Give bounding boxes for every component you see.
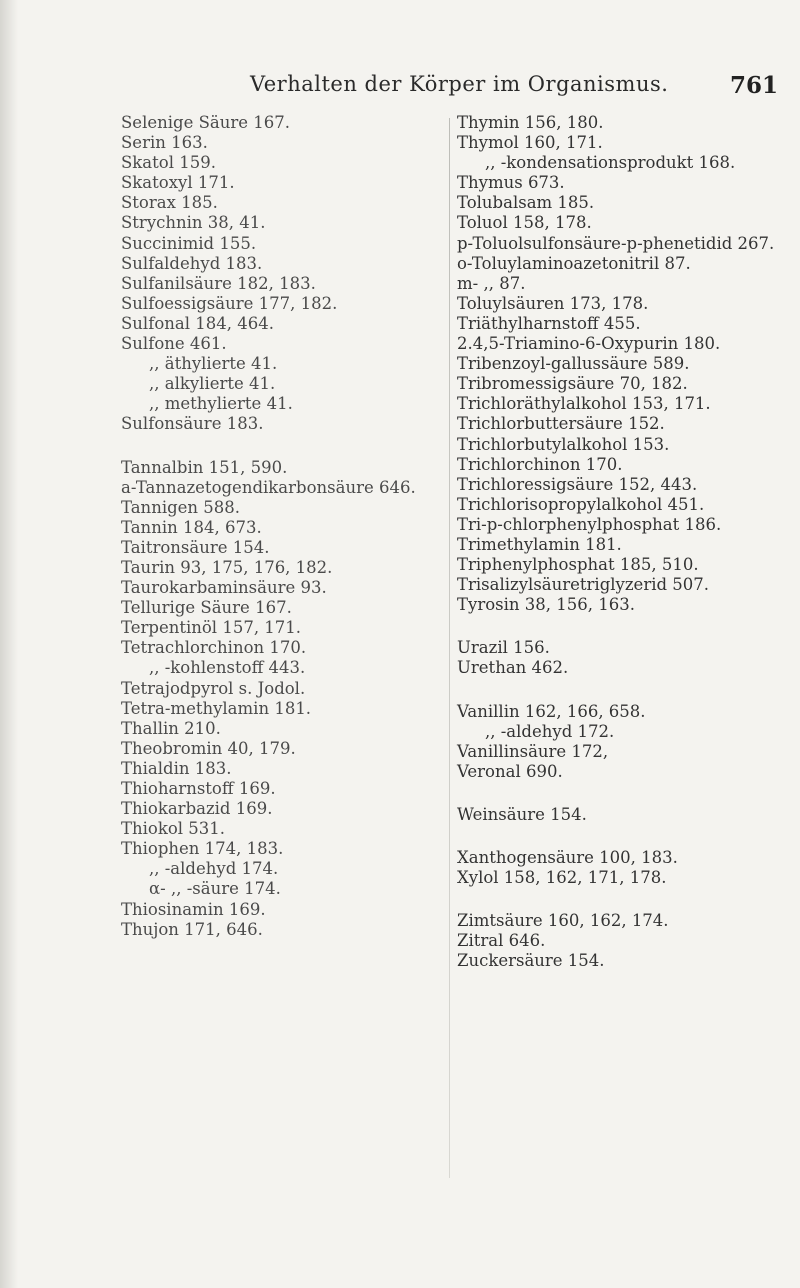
- index-entry: Tannalbin 151, 590.: [121, 457, 288, 477]
- index-entry: a-Tannazetogendikarbonsäure 646.: [121, 477, 416, 497]
- index-entry: Trichloräthylalkohol 153, 171.: [457, 394, 711, 414]
- index-entry: Sulfaldehyd 183.: [121, 253, 263, 273]
- page-number: 761: [730, 72, 779, 99]
- index-entry: Thialdin 183.: [121, 758, 232, 778]
- index-entry: Tri-p-chlorphenylphosphat 186.: [457, 514, 722, 534]
- index-entry: Taurin 93, 175, 176, 182.: [121, 557, 333, 577]
- index-entry: Vanillinsäure 172,: [457, 741, 609, 761]
- index-entry: Thiokol 531.: [121, 819, 226, 839]
- index-entry: Tetrachlorchinon 170.: [121, 638, 307, 658]
- index-entry: Thujon 171, 646.: [121, 919, 263, 939]
- page-header: [0, 72, 800, 102]
- index-entry: ,, -aldehyd 172.: [485, 721, 615, 741]
- index-entry: Sulfanilsäure 182, 183.: [121, 273, 316, 293]
- index-entry: Trichlorchinon 170.: [457, 454, 623, 474]
- index-entry: Tolubalsam 185.: [457, 193, 595, 213]
- index-entry: Thiophen 174, 183.: [121, 839, 284, 859]
- section-gap: [457, 782, 787, 805]
- index-entry: Trichlorbuttersäure 152.: [457, 414, 665, 434]
- index-entry: Tetrajodpyrol s. Jodol.: [121, 678, 306, 698]
- column-divider: [449, 118, 450, 1178]
- index-entry: Thymin 156, 180.: [457, 113, 604, 132]
- index-entry: Veronal 690.: [457, 761, 563, 781]
- index-entry: Tannigen 588.: [121, 497, 241, 517]
- section-gap: [121, 435, 451, 458]
- index-entry: Skatol 159.: [121, 153, 216, 173]
- index-entry: Urethan 462.: [457, 658, 569, 678]
- index-entry: ,, -kohlenstoff 443.: [149, 658, 306, 678]
- index-entry: Toluylsäuren 173, 178.: [457, 293, 649, 313]
- index-entry: Xanthogensäure 100, 183.: [457, 848, 678, 867]
- section-gap: [457, 679, 787, 702]
- index-entry: Succinimid 155.: [121, 233, 257, 253]
- index-entry: ,, methylierte 41.: [149, 394, 293, 414]
- index-entry: Tetra-methylamin 181.: [121, 698, 312, 718]
- page-edge-shadow: [0, 0, 18, 1288]
- index-entry: Weinsäure 154.: [457, 804, 587, 824]
- index-entry: α- ,, -säure 174.: [149, 879, 281, 899]
- index-entry: Urazil 156.: [457, 638, 550, 658]
- index-entry: Zitral 646.: [457, 931, 546, 951]
- index-entry: Tannin 184, 673.: [121, 517, 262, 537]
- index-entry: ,, -aldehyd 174.: [149, 859, 279, 879]
- index-entry: m- ,, 87.: [457, 273, 526, 293]
- running-title: Verhalten der Körper im Organismus.: [250, 72, 669, 96]
- index-entry: p-Toluolsulfonsäure-p-phenetidid 267.: [457, 233, 775, 253]
- index-entry: Toluol 158, 178.: [457, 213, 592, 233]
- index-entry: ,, äthylierte 41.: [149, 354, 278, 374]
- index-entry: Selenige Säure 167.: [121, 113, 290, 132]
- index-entry: Tribenzoyl-gallussäure 589.: [457, 354, 690, 374]
- index-entry: Skatoxyl 171.: [121, 173, 235, 193]
- index-entry: Zimtsäure 160, 162, 174.: [457, 911, 669, 931]
- index-entry: o-Toluylaminoazetonitril 87.: [457, 253, 691, 273]
- index-entry: Vanillin 162, 166, 658.: [457, 701, 646, 721]
- index-entry: Trimethylamin 181.: [457, 534, 622, 554]
- index-entry: Thioharnstoff 169.: [121, 779, 276, 798]
- index-entry: Thiokarbazid 169.: [121, 799, 273, 819]
- index-entry: Storax 185.: [121, 193, 218, 213]
- index-entry: Tellurige Säure 167.: [121, 598, 292, 618]
- index-entry: Trichlorisopropylalkohol 451.: [457, 494, 705, 514]
- index-entry: Trisalizylsäuretriglyzerid 507.: [457, 575, 710, 595]
- section-gap: [457, 825, 787, 848]
- index-entry: Sulfone 461.: [121, 334, 227, 354]
- index-entry: Trichlorbutylalkohol 153.: [457, 434, 670, 454]
- index-entry: Thymol 160, 171.: [457, 133, 603, 153]
- index-entry: Strychnin 38, 41.: [121, 213, 266, 233]
- index-entry: 2.4,5-Triamino-6-Oxypurin 180.: [457, 334, 721, 354]
- index-entry: Theobromin 40, 179.: [121, 738, 296, 758]
- index-entry: Tyrosin 38, 156, 163.: [457, 595, 635, 615]
- index-entry: Sulfoessigsäure 177, 182.: [121, 293, 338, 313]
- index-entry: Sulfonal 184, 464.: [121, 313, 274, 333]
- index-entry: Taurokarbaminsäure 93.: [121, 578, 327, 598]
- index-entry: Tribromessigsäure 70, 182.: [457, 374, 688, 394]
- section-gap: [457, 615, 787, 638]
- index-entry: Thiosinamin 169.: [121, 899, 266, 919]
- index-entry: Thallin 210.: [121, 718, 221, 738]
- index-entry: Xylol 158, 162, 171, 178.: [457, 868, 667, 888]
- index-column-left: [121, 113, 451, 940]
- index-entry: Taitronsäure 154.: [121, 537, 270, 557]
- section-gap: [457, 888, 787, 911]
- index-entry: ,, -kondensationsprodukt 168.: [485, 153, 736, 173]
- index-entry: Thymus 673.: [457, 173, 565, 193]
- index-entry: Terpentinöl 157, 171.: [121, 618, 302, 638]
- index-entry: Zuckersäure 154.: [457, 951, 605, 971]
- index-entry: Serin 163.: [121, 133, 208, 153]
- index-entry: Triphenylphosphat 185, 510.: [457, 555, 699, 575]
- index-column-right: [457, 113, 787, 971]
- index-entry: Triäthylharnstoff 455.: [457, 313, 641, 333]
- index-entry: ,, alkylierte 41.: [149, 374, 276, 394]
- index-entry: Sulfonsäure 183.: [121, 414, 264, 434]
- index-entry: Trichloressigsäure 152, 443.: [457, 474, 698, 494]
